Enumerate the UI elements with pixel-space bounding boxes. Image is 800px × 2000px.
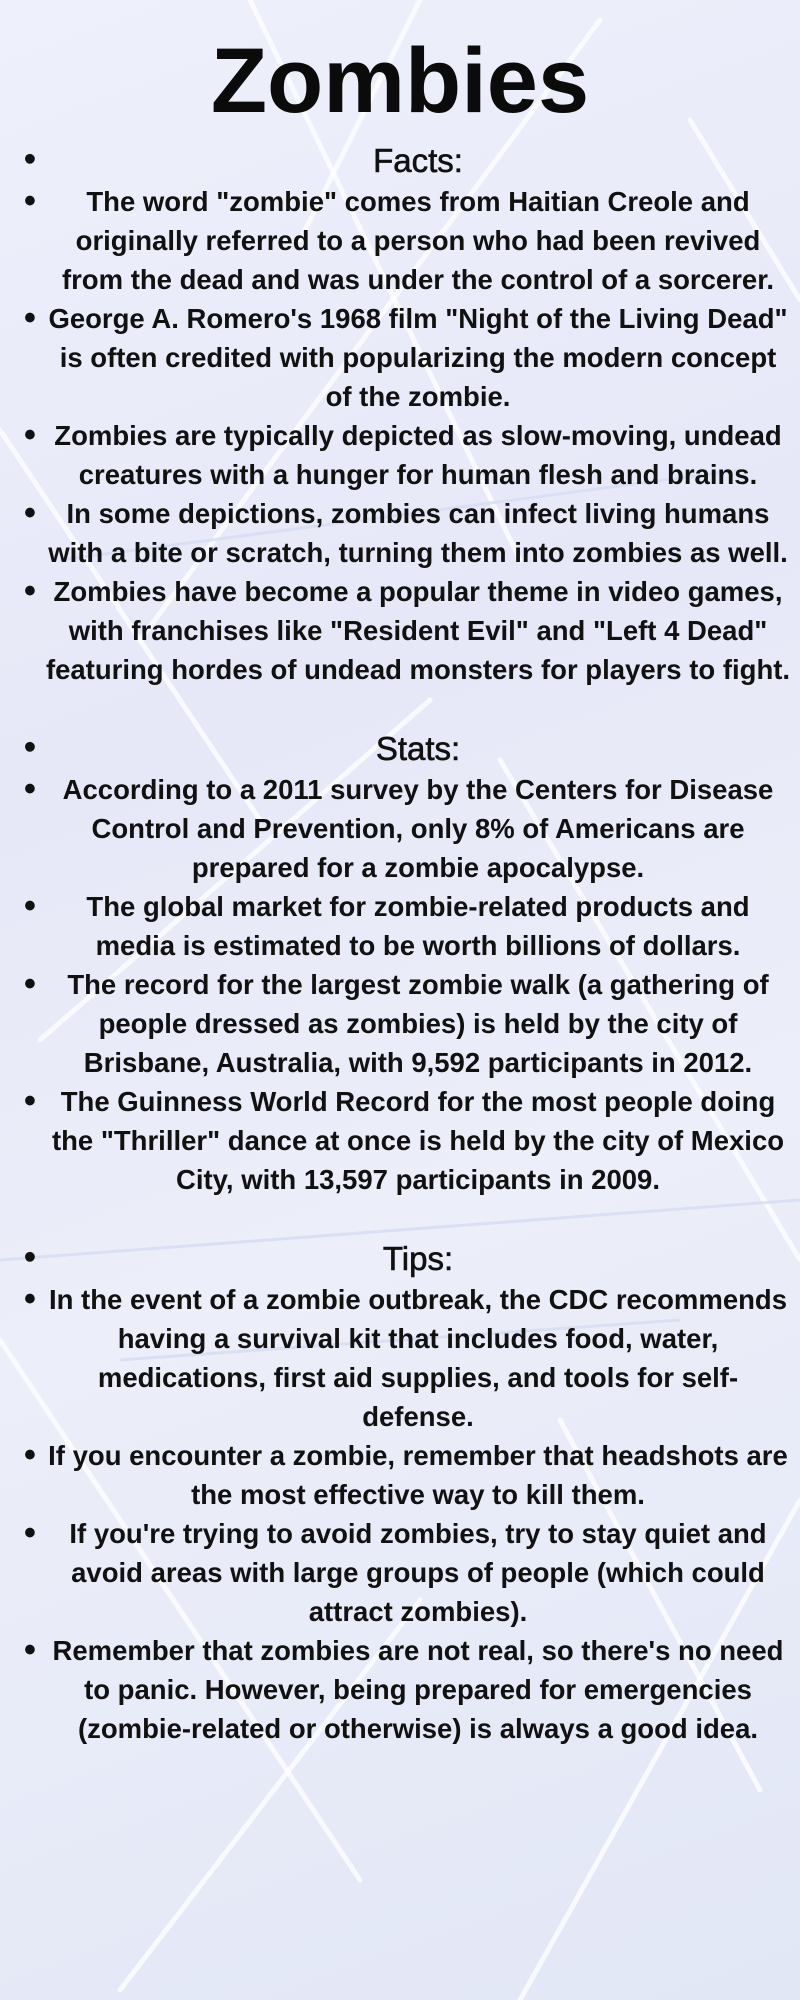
facts-heading: • Facts: — [0, 140, 800, 182]
stat-item: • The Guinness World Record for the most people doing the "Thriller" dance at once is held by the city of Mexico City, with 13,597 participants in 2009. — [0, 1082, 800, 1199]
fact-item: • Zombies are typically depicted as slow-moving, undead creatures with a hunger for human flesh and brains. — [0, 416, 800, 494]
tip-item: • If you encounter a zombie, remember that headshots are the most effective way to kill them. — [0, 1436, 800, 1514]
stats-section — [0, 728, 800, 1199]
facts-section — [0, 140, 800, 689]
tip-item: • In the event of a zombie outbreak, the CDC recommends having a survival kit that includes food, water, medications, first aid supplies, and tools for self-defense. — [0, 1280, 800, 1436]
tip-item: • If you're trying to avoid zombies, try to stay quiet and avoid areas with large groups of people (which could attract zombies). — [0, 1514, 800, 1631]
tips-heading: • Tips: — [0, 1238, 800, 1280]
stat-item: • The record for the largest zombie walk (a gathering of people dressed as zombies) is held by the city of Brisbane, Australia, with 9,592 participants in 2012. — [0, 965, 800, 1082]
stat-item: • The global market for zombie-related products and media is estimated to be worth billions of dollars. — [0, 887, 800, 965]
section-gap — [0, 1199, 800, 1238]
section-gap — [0, 689, 800, 728]
fact-item: • The word "zombie" comes from Haitian Creole and originally referred to a person who had been revived from the dead and was under the control of a sorcerer. — [0, 182, 800, 299]
fact-item: • George A. Romero's 1968 film "Night of the Living Dead" is often credited with popularizing the modern concept of the zombie. — [0, 299, 800, 416]
fact-item: • Zombies have become a popular theme in video games, with franchises like "Resident Evil" and "Left 4 Dead" featuring hordes of undead monsters for players to fight. — [0, 572, 800, 689]
tips-section — [0, 1238, 800, 1748]
fact-item: • In some depictions, zombies can infect living humans with a bite or scratch, turning them into zombies as well. — [0, 494, 800, 572]
page-title: Zombies — [210, 30, 590, 132]
stats-heading: • Stats: — [0, 728, 800, 770]
tip-item: • Remember that zombies are not real, so there's no need to panic. However, being prepared for emergencies (zombie-related or otherwise) is always a good idea. — [0, 1631, 800, 1748]
stat-item: • According to a 2011 survey by the Centers for Disease Control and Prevention, only 8% of Americans are prepared for a zombie apocalypse. — [0, 770, 800, 887]
